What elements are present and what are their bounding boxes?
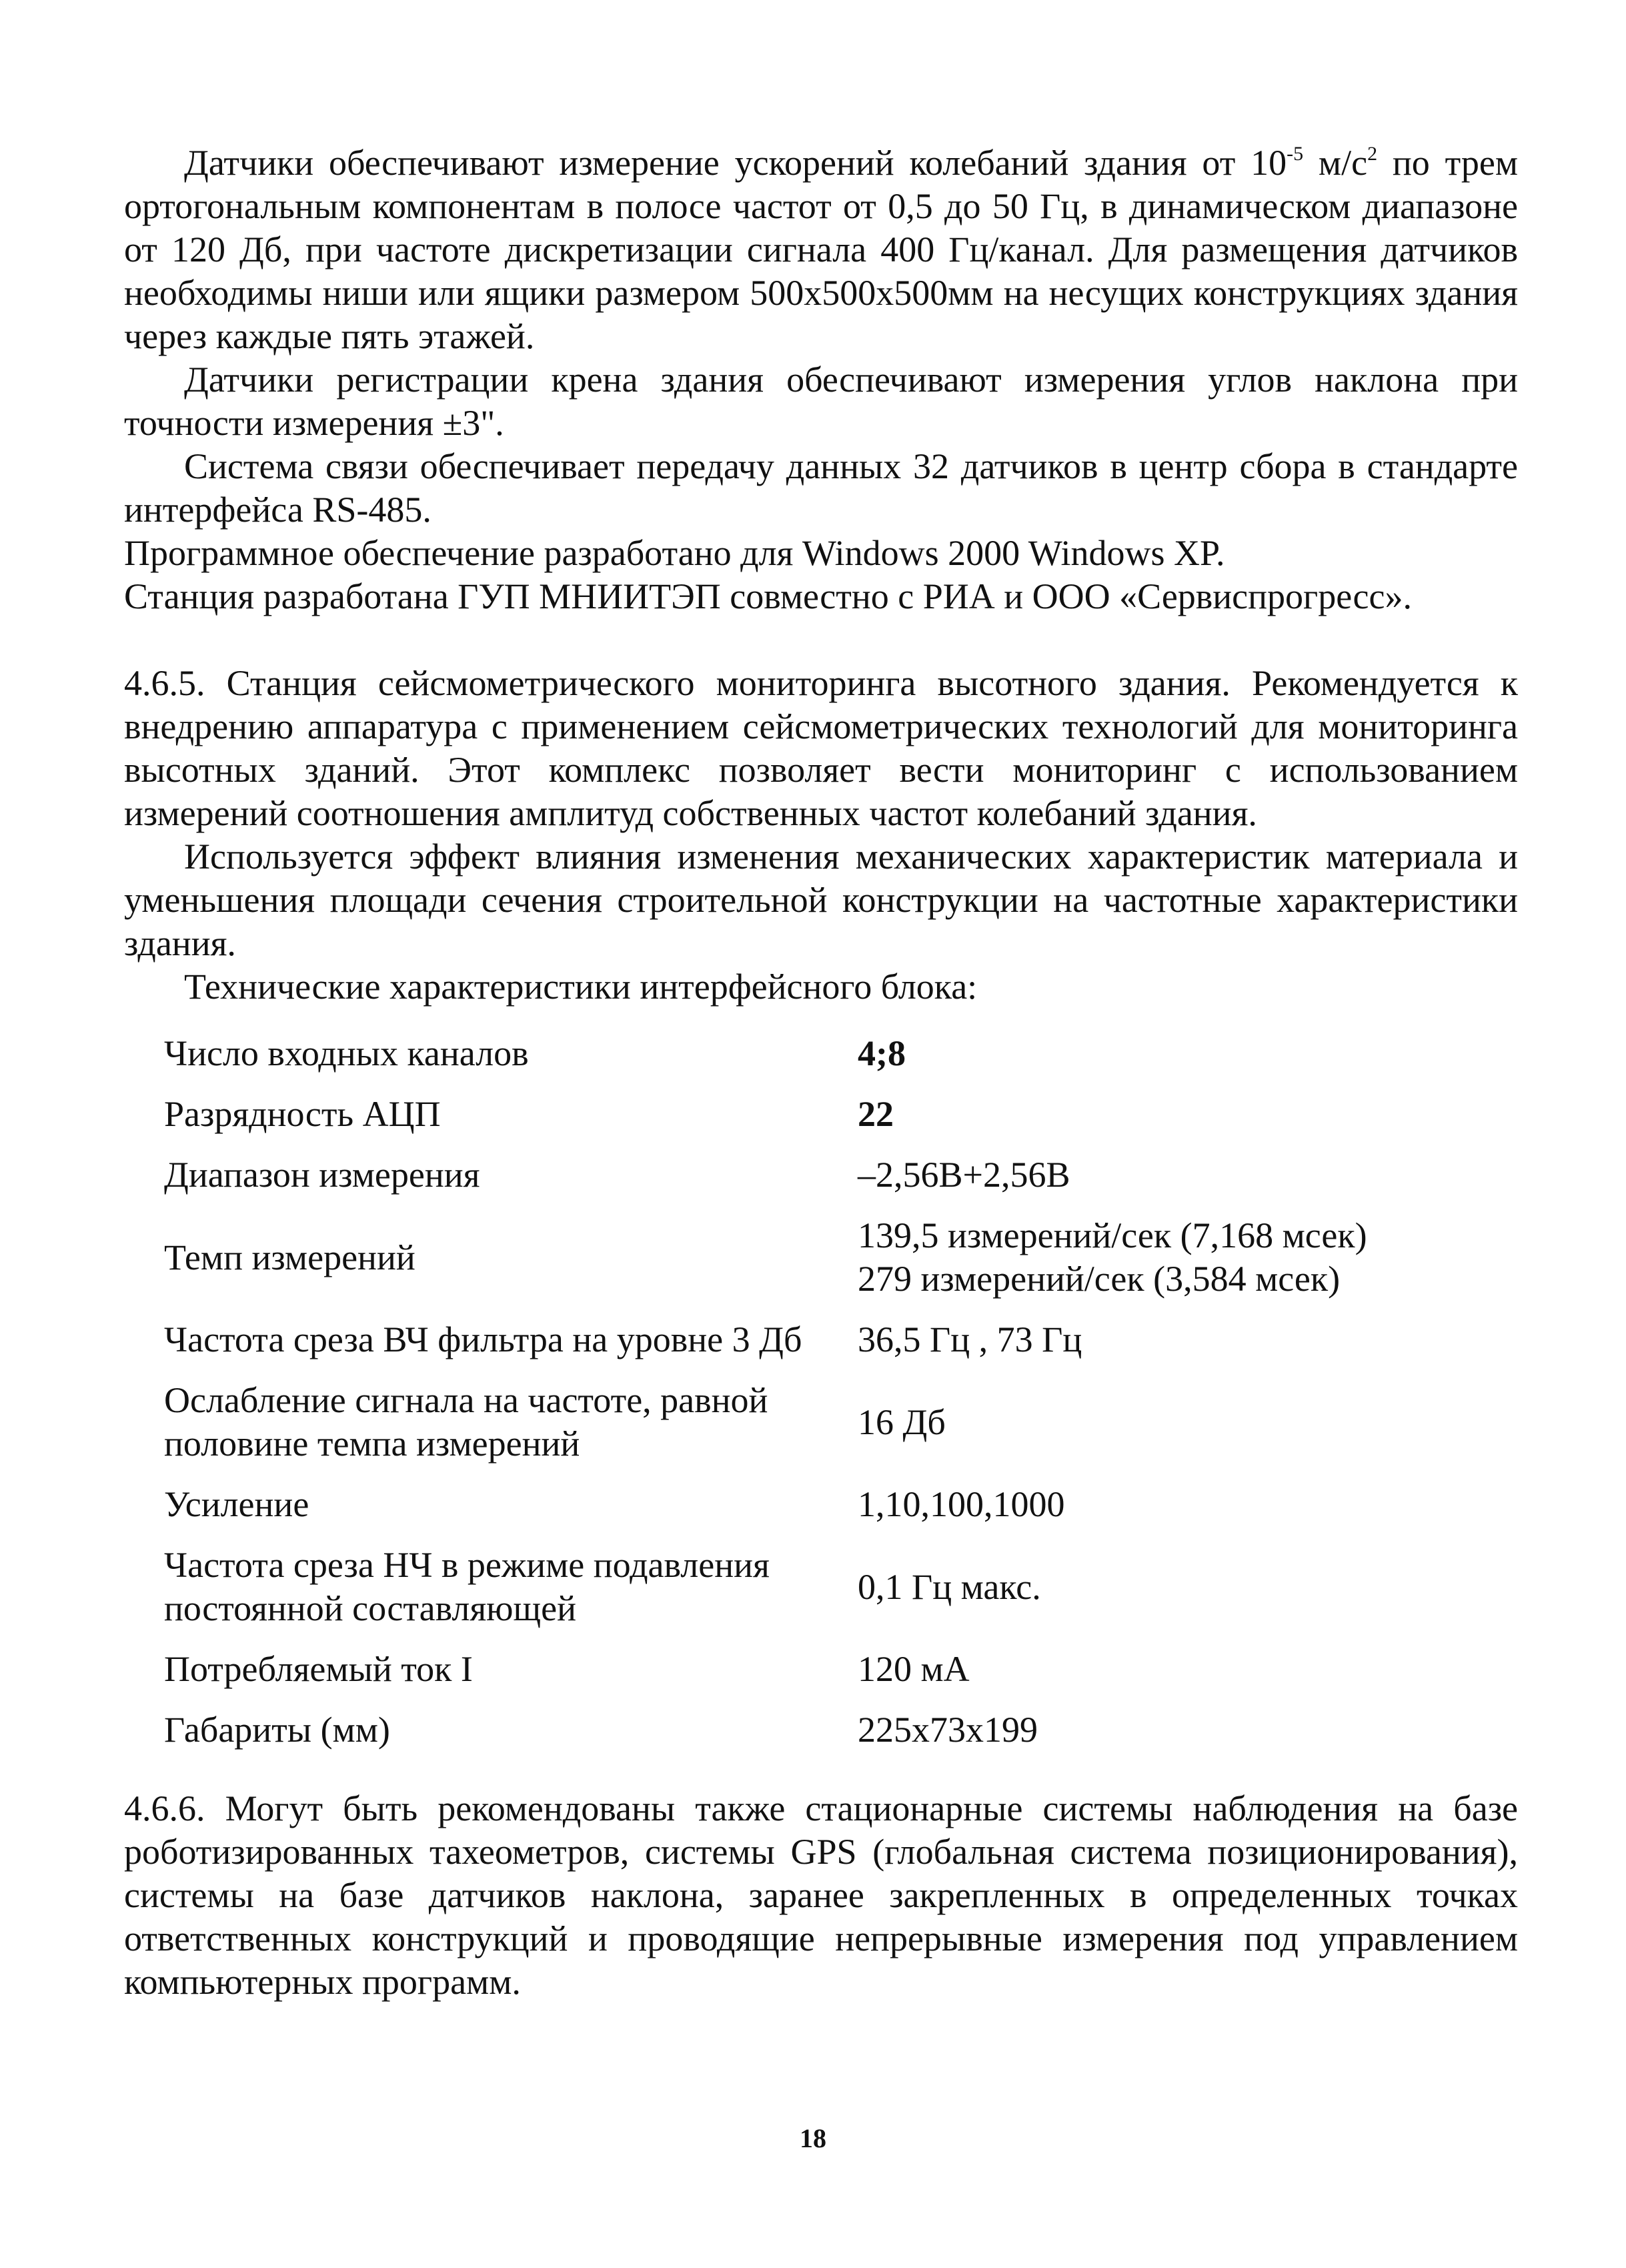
spec-row <box>164 1205 1458 1309</box>
spec-row <box>164 1309 1458 1370</box>
paragraph-effect: Используется эффект влияния изменения механических характеристик материала и уменьшения площади сечения строительной конструкции на частотные характеристики здания. <box>124 836 1518 963</box>
specs-table <box>164 1023 1458 1760</box>
spec-value-line: 1,10,100,1000 <box>858 1484 1065 1524</box>
spec-value-line: 36,5 Гц , 73 Гц <box>858 1319 1082 1359</box>
paragraph-software: Программное обеспечение разработано для Windows 2000 Windows XP. <box>124 533 1225 573</box>
spec-value <box>858 1309 1458 1370</box>
spec-key <box>164 1084 858 1145</box>
spec-key-line: Потребляемый ток I <box>164 1649 473 1689</box>
spec-key <box>164 1023 858 1084</box>
spec-key <box>164 1370 858 1474</box>
spec-value-line: 4;8 <box>858 1033 906 1073</box>
spec-key-line: Габариты (мм) <box>164 1710 390 1750</box>
spec-key-line: постоянной составляющей <box>164 1588 576 1628</box>
superscript-exponent: -5 <box>1287 143 1304 165</box>
spec-value-line: 22 <box>858 1094 894 1134</box>
spec-key-line: Разрядность АЦП <box>164 1094 441 1134</box>
paragraph-developer: Станция разработана ГУП МНИИТЭП совместно с РИА и ООО «Сервиспрогресс». <box>124 576 1412 616</box>
spec-key-line: половине темпа измерений <box>164 1424 580 1464</box>
page-content <box>124 141 1518 2004</box>
section-4-6-6: 4.6.6. Могут быть рекомендованы также стационарные системы наблюдения на базе роботизированных тахеометров, системы GPS (глобальная система позиционирования), системы на базе датчиков наклона, заранее закрепленных в определенных точках ответственных конструкций и проводящие непрерывные измерения под управлением компьютерных программ. <box>124 1788 1518 2002</box>
spec-value <box>858 1700 1458 1760</box>
spec-key <box>164 1535 858 1639</box>
spec-row <box>164 1535 1458 1639</box>
text-run: м/с <box>1303 143 1368 183</box>
text-run: по трем ортогональным компонентам в полосе частот от 0,5 до 50 Гц, в динамическом диапазоне от 120 Дб, при частоте дискретизации сигнала 400 Гц/канал. Для размещения датчиков необходимы ниши или ящики размером 500х500х500мм на несущих конструкциях здания через каждые пять этажей. <box>124 143 1518 356</box>
paragraph-tilt-sensors: Датчики регистрации крена здания обеспечивают измерения углов наклона при точности измерения ±3". <box>124 360 1518 443</box>
spec-row <box>164 1700 1458 1760</box>
spec-key <box>164 1205 858 1309</box>
spec-value <box>858 1370 1458 1474</box>
spec-key-line: Диапазон измерения <box>164 1155 480 1195</box>
spec-value <box>858 1145 1458 1205</box>
page-number: 18 <box>800 2123 826 2153</box>
spec-key-line: Частота среза НЧ в режиме подавления <box>164 1545 770 1585</box>
spec-value-line: 225х73х199 <box>858 1710 1038 1750</box>
spec-value <box>858 1474 1458 1535</box>
spec-value-line: 279 измерений/сек (3,584 мсек) <box>858 1259 1341 1299</box>
section-4-6-5: 4.6.5. Станция сейсмометрического мониторинга высотного здания. Рекомендуется к внедрению аппаратура с применением сейсмометрических технологий для мониторинга высотных зданий. Этот комплекс позволяет вести мониторинг с использованием измерений соотношения амплитуд собственных частот колебаний здания. <box>124 663 1518 833</box>
spec-key-line: Усиление <box>164 1484 309 1524</box>
spec-value-line: 16 Дб <box>858 1401 946 1442</box>
spec-value <box>858 1023 1458 1084</box>
text-run: Датчики обеспечивают измерение ускорений колебаний здания от 10 <box>184 143 1287 183</box>
spec-key <box>164 1474 858 1535</box>
spec-row <box>164 1639 1458 1700</box>
spec-value-line: 120 мА <box>858 1649 970 1689</box>
spec-value <box>858 1205 1458 1309</box>
spec-value-line: 139,5 измерений/сек (7,168 мсек) <box>858 1215 1367 1255</box>
spec-value <box>858 1535 1458 1639</box>
spec-value-line: 0,1 Гц макс. <box>858 1566 1041 1607</box>
spec-key-line: Ослабление сигнала на частоте, равной <box>164 1380 768 1420</box>
spec-key <box>164 1700 858 1760</box>
spec-key <box>164 1309 858 1370</box>
spec-value <box>858 1084 1458 1145</box>
spec-key-line: Число входных каналов <box>164 1033 529 1073</box>
paragraph-sensors <box>124 141 1518 358</box>
spec-row <box>164 1084 1458 1145</box>
spec-key <box>164 1639 858 1700</box>
superscript-square: 2 <box>1367 143 1378 165</box>
spec-value-line: –2,56В+2,56В <box>858 1155 1070 1195</box>
spec-key-line: Темп измерений <box>164 1237 416 1277</box>
paragraph-communication: Система связи обеспечивает передачу данных 32 датчиков в центр сбора в стандарте интерфейса RS-485. <box>124 446 1518 530</box>
spec-row <box>164 1474 1458 1535</box>
spec-row <box>164 1023 1458 1084</box>
spec-row <box>164 1145 1458 1205</box>
spec-key <box>164 1145 858 1205</box>
spec-value <box>858 1639 1458 1700</box>
spec-row <box>164 1370 1458 1474</box>
table-intro: Технические характеристики интерфейсного блока: <box>184 967 978 1007</box>
spec-key-line: Частота среза ВЧ фильтра на уровне 3 Дб <box>164 1319 802 1359</box>
